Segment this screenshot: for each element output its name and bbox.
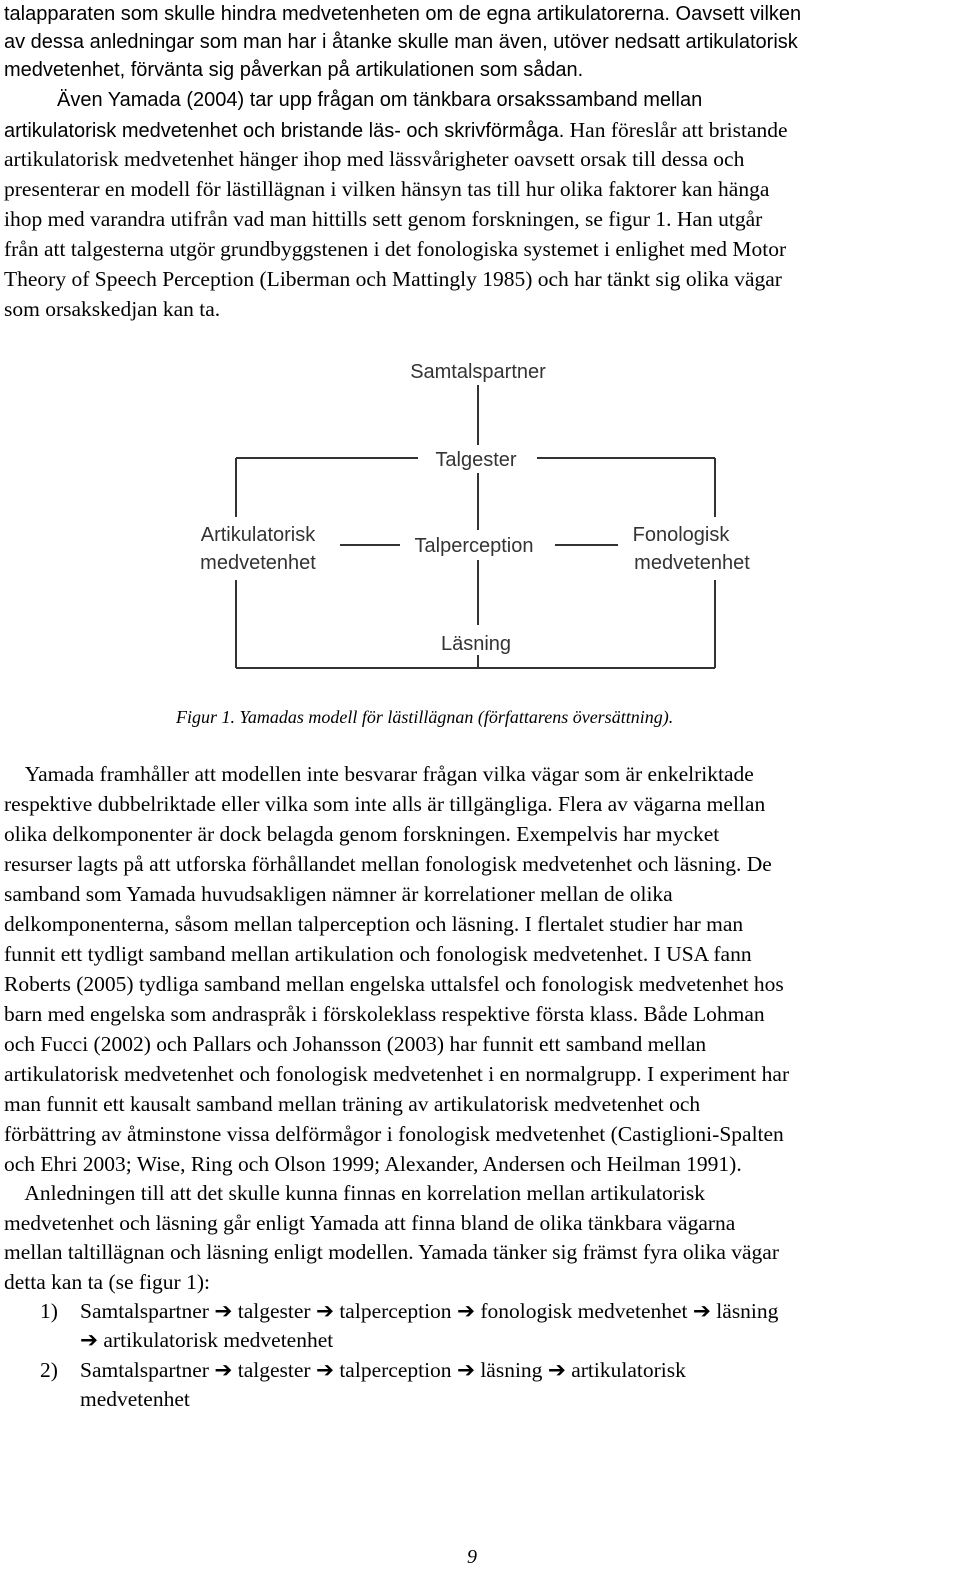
figure-caption: Figur 1. Yamadas modell för lästillägnan (författarens översättning). [176,707,674,727]
path-step: Samtalspartner [80,1299,209,1323]
text-line: Även Yamada (2004) tar upp frågan om tänkbara orsakssamband mellan [57,89,703,111]
text-line: man funnit ett kausalt samband mellan träning av artikulatorisk medvetenhet och [4,1092,701,1116]
text-line: förbättring av åtminstone vissa delförmågor i fonologisk medvetenhet (Castiglioni-Spalten [4,1122,784,1146]
path-step: läsning [480,1358,543,1382]
node-fonologisk-line2: medvetenhet [634,552,750,574]
path-step: talperception [339,1299,452,1323]
path-step: talperception [339,1358,452,1382]
arrow-right-icon: ➔ [214,1299,233,1324]
arrow-right-icon: ➔ [315,1299,334,1324]
node-talgester: Talgester [435,449,517,471]
node-artikulatorisk-line1: Artikulatorisk [200,524,316,546]
list-item [80,1358,686,1383]
text-line: av dessa anledningar som man har i åtanke skulle man även, utöver nedsatt artikulatorisk [4,31,798,53]
arrow-right-icon: ➔ [214,1358,233,1383]
path-step: fonologisk medvetenhet [480,1299,688,1323]
text-line: presenterar en modell för lästillägnan i vilken hänsyn tas till hur olika faktorer kan hänga [4,177,770,201]
text-line: delkomponenterna, såsom mellan talperception och läsning. I flertalet studier har man [4,912,744,936]
text-line: detta kan ta (se figur 1): [4,1270,210,1294]
arrow-right-icon: ➔ [80,1328,99,1353]
node-talperception: Talperception [414,535,534,557]
text-segment: artikulatorisk medvetenhet och bristande läs- och skrivförmåga. [4,120,565,142]
path-step: talgester [237,1299,311,1323]
text-line: Anledningen till att det skulle kunna finnas en korrelation mellan artikulatorisk [4,1181,705,1205]
text-line: artikulatorisk medvetenhet och fonologisk medvetenhet i en normalgrupp. I experiment har [4,1062,790,1086]
path-step: talgester [237,1358,311,1382]
model-diagram [0,0,960,700]
text-line: resurser lagts på att utforska förhållandet mellan fonologisk medvetenhet och läsning. De [4,852,772,876]
arrow-right-icon: ➔ [692,1299,711,1324]
text-line: från att talgesterna utgör grundbyggstenen i det fonologiska systemet i enlighet med Motor [4,237,787,261]
text-line: medvetenhet och läsning går enligt Yamada att finna bland de olika tänkbara vägarna [4,1211,736,1235]
text-line: medvetenhet, förvänta sig påverkan på artikulationen som sådan. [4,59,584,81]
page-number: 9 [467,1546,477,1568]
arrow-right-icon: ➔ [547,1358,566,1383]
arrow-right-icon: ➔ [456,1299,475,1324]
node-fonologisk-line1: Fonologisk [632,524,730,546]
list-item-number: 1) [40,1299,58,1323]
text-line: och Fucci (2002) och Pallars och Johansson (2003) har funnit ett samband mellan [4,1032,707,1056]
path-step: artikulatorisk medvetenhet [103,1328,334,1352]
node-artikulatorisk-line2: medvetenhet [200,552,316,574]
text-line: ihop med varandra utifrån vad man hittills sett genom forskningen, se figur 1. Han utgår [4,207,763,231]
text-segment: Han föreslår att bristande [564,118,788,142]
arrow-right-icon: ➔ [456,1358,475,1383]
text-line: Theory of Speech Perception (Liberman och Mattingly 1985) och har tänkt sig olika vägar [4,267,782,291]
node-lasning: Läsning [440,633,512,655]
text-line: som orsakskedjan kan ta. [4,297,221,321]
list-item [80,1299,778,1324]
text-line: talapparaten som skulle hindra medvetenheten om de egna artikulatorerna. Oavsett vilken [4,3,802,25]
arrow-right-icon: ➔ [315,1358,334,1383]
node-samtalspartner: Samtalspartner [410,361,546,383]
text-line: olika delkomponenter är dock belagda genom forskningen. Exempelvis har mycket [4,822,720,846]
path-step: Samtalspartner [80,1358,209,1382]
text-line: Roberts (2005) tydliga samband mellan engelska uttalsfel och fonologisk medvetenhet hos [4,972,784,996]
text-line: mellan taltillägnan och läsning enligt modellen. Yamada tänker sig främst fyra olika vägar [4,1240,779,1264]
path-step: läsning [716,1299,779,1323]
path-step: artikulatorisk [571,1358,686,1382]
text-line: respektive dubbelriktade eller vilka som inte alls är tillgängliga. Flera av vägarna mellan [4,792,766,816]
text-line: samband som Yamada huvudsakligen nämner är korrelationer mellan de olika [4,882,673,906]
text-line: artikulatorisk medvetenhet hänger ihop med lässvårigheter oavsett orsak till dessa och [4,147,745,171]
text-line: barn med engelska som andraspråk i förskoleklass respektive första klass. Både Lohman [4,1002,765,1026]
list-item-continuation [80,1328,333,1353]
text-line: Yamada framhåller att modellen inte besvarar frågan vilka vägar som är enkelriktade [4,762,754,786]
text-line: funnit ett tydligt samband mellan artikulation och fonologisk medvetenhet. I USA fann [4,942,752,966]
list-item-continuation: medvetenhet [80,1387,190,1411]
list-item-number: 2) [40,1358,58,1382]
text-line: och Ehri 2003; Wise, Ring och Olson 1999; Alexander, Andersen och Heilman 1991). [4,1152,742,1176]
